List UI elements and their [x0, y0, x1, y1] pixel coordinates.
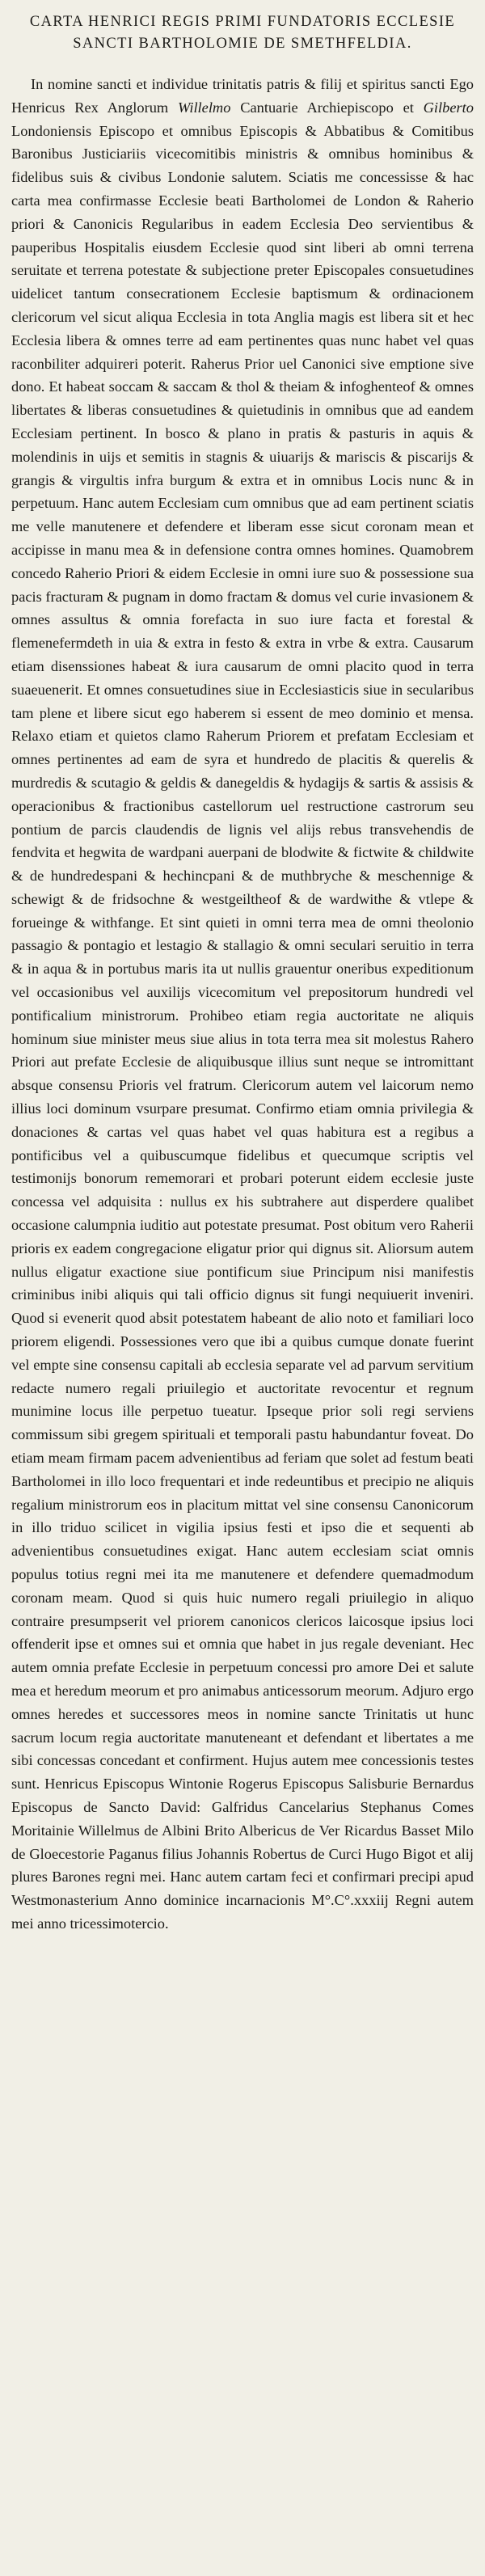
italic-name: Willelmo: [178, 99, 231, 116]
document-title: CARTA HENRICI REGIS PRIMI FUNDATORIS ECCLESIE SANCTI BARTHOLOMIE DE SMETHFELDIA.: [29, 14, 456, 52]
text-segment: In nomine sancti et individue trinitatis patris & filij et spiritus sancti Ego Henricus Rex Anglorum: [11, 76, 474, 116]
text-segment: Cantuarie Archiepiscopo et: [230, 99, 424, 116]
italic-name: Gilberto: [423, 99, 474, 116]
text-segment: Londoniensis Episcopo et omnibus Episcopis & Abbatibus & Comitibus Baronibus Justiciariis vicecomitibis ministris & omnibus hominibus & fidelibus suis & civibus Londonie salutem. Sciatis me concessisse & hac carta mea confirmasse Ecclesie beati Bartholomei de London & Raherio priori & Canonicis Regularibus in eadem Ecclesia Deo servientibus & pauperibus Hospitalis eiusdem Ecclesie quod sint liberi ab omni terrena seruitate et terrena potestate & subjectione preter Episcopales consuetudines uidelicet tantum consecrationem Ecclesie baptismum & ordinacionem clericorum vel sicut aliqua Ecclesia in tota Anglia magis est libera sit et hec Ecclesia libera & omnes terre ad eam pertinentes quas nunc habet vel quas raconbiliter adquireri poterit. Raherus Prior uel Canonici sive emptione sive dono. Et habeat soccam & saccam & thol & theiam & infoghenteof & omnes libertates & liberas consuetudines & quietudinis in omnibus que ad eandem Ecclesiam pertinent. In bosco & plano in pratis & pasturis in aquis & molendinis in uijs et semitis in stagnis & uiuarijs & mariscis & piscarijs & grangis & virgultis infra burgum & extra et in omnibus Locis nunc & in perpetuum. Hanc autem Ecclesiam cum omnibus que ad eam pertinent sciatis me velle manutenere et defendere et liberam esse sicut coronam mean et accipisse in manu mea & in defensione contra omnes homines. Quamobrem concedo Raherio Priori & eidem Ecclesie in omni iure suo & possessione sua pacis fracturam & pugnam in domo fractam & domus vel curie invasionem & omnes assultus & omnia forefacta in suo iure facta et forestal & flemenefermdeth in uia & extra in festo & extra in vrbe & extra. Causarum etiam disenssiones habeat & iura causarum de omni placito quod in terra suaeuenerit. Et omnes consuetudines siue in Ecclesiasticis siue in secularibus tam plene et libere sicut ego haberem si essent de meo dominio et mensa. Relaxo etiam et quietos clamo Raherum Priorem et prefatam Ecclesiam et omnes pertinentes ad eam de syra et hundredo de placitis & querelis & murdredis & scutagio & geldis & danegeldis & hydagijs & sartis & assisis & operacionibus & fractionibus castellorum uel restructione castrorum seu pontium de parcis claudendis de lignis vel alijs rebus transvehendis de fendvita et hegwita de wardpani auerpani de blodwite & fictwite & childwite & de hundredespani & hechincpani & de muthbryche & meschennige & schewigt & de fridsochne & westgeiltheof & de wardwithe & vtlepe & forueinge & withfange. Et sint quieti in omni terra mea de omni theolonio passagio & pontagio et lestagio & stallagio & omni seculari seruitio in terra & in aqua & in portubus maris ita ut nullis grauentur oneribus expeditionum vel occasionibus vel auxilijs vicecomitum vel prepositorum hundredi vel pontificalium ministrorum. Prohibeo etiam regia auctoritate ne aliquis hominum siue minister meus siue alius in tota terra mea sit molestus Rahero Priori aut prefate Ecclesie de aliquibusque illius sunt neque se intromittant absque consensu Prioris vel fratrum. Clericorum autem vel laicorum nemo illius loci dominum vsurpare presumat. Confirmo etiam omnia privilegia & donaciones & cartas vel quas habet vel quas habitura est a regibus a pontificibus vel a quibuscumque fidelibus et quecumque scriptis vel testimonijs bonorum rememorari et probari poterunt eidem ecclesie juste concessa vel adquisita : nullus ex his subtrahere aut disperdere qualibet occasione calumpnia iuditio aut potestate presumat. Post obitum vero Raherii prioris ex eadem congregacione eligatur prior qui dignus sit. Aliorsum autem nullus eligatur exactione siue pontificum siue Principum nisi manifestis criminibus inibi aliquis qui tali officio dignus sit fungi nequiuerit inveniri. Quod si evenerit quod absit potestatem habeant de alio noto et familiari loco priorem eligendi. Possessiones vero que ibi a quibus cumque donate fuerint vel empte sine consensu capitali ab ecclesia separate vel ad parvum servitium redacte numero regali priuilegio et auctoritate revocentur et regnum munimine locus ille perpetuo tueatur. Ipseque prior soli regi serviens commissum sibi gregem spirituali et temporali pastu habundantur foveat. Do etiam meam firmam pacem advenientibus ad feriam que solet ad festum beati Bartholomei in illo loco frequentari et inde redeuntibus et precipio ne aliquis regalium ministrorum eos in placitum mittat vel sine consensu Canonicorum in illo triduo scilicet in vigilia ipsius festi et ipso die et sequenti ab advenientibus consuetudines exigat. Hanc autem ecclesiam sciat omnis populus totius regni mei ita me manutenere et defendere quemadmodum coronam meam. Quod si quis huic numero regali priuilegio in aliquo contraire presumpserit vel priorem canonicos clericos laicosque ipsius loci offenderit ipse et omnes sui et omnia que habet in jus regale deveniant. Hec autem omnia prefate Ecclesie in perpetuum concessi pro amore Dei et salute mea et heredum meorum et pro animabus anticessorum meorum. Adjuro ergo omnes heredes et successores meos in nomine sancte Trinitatis ut hunc sacrum locum regia auctoritate manuteneant et defendant et libertates a me sibi concessas concedant et confirment. Hujus autem mee concessionis testes sunt. Henricus Episcopus Wintonie Rogerus Episcopus Salisburie Bernardus Episcopus de Sancto David: Galfridus Cancelarius Stephanus Comes Moritainie Willelmus de Albini Brito Albericus de Ver Ricardus Basset Milo de Gloecestorie Paganus filius Johannis Robertus de Curci Hugo Bigot et alij plures Barones regni mei. Hanc autem cartam feci et confirmari precipi apud Westmonasterium Anno dominice incarnacionis M°.C°.xxxiij Regni autem mei anno tricessimotercio.: [11, 122, 474, 1932]
charter-body: [11, 73, 474, 1936]
charter-paragraph: [11, 73, 474, 1936]
